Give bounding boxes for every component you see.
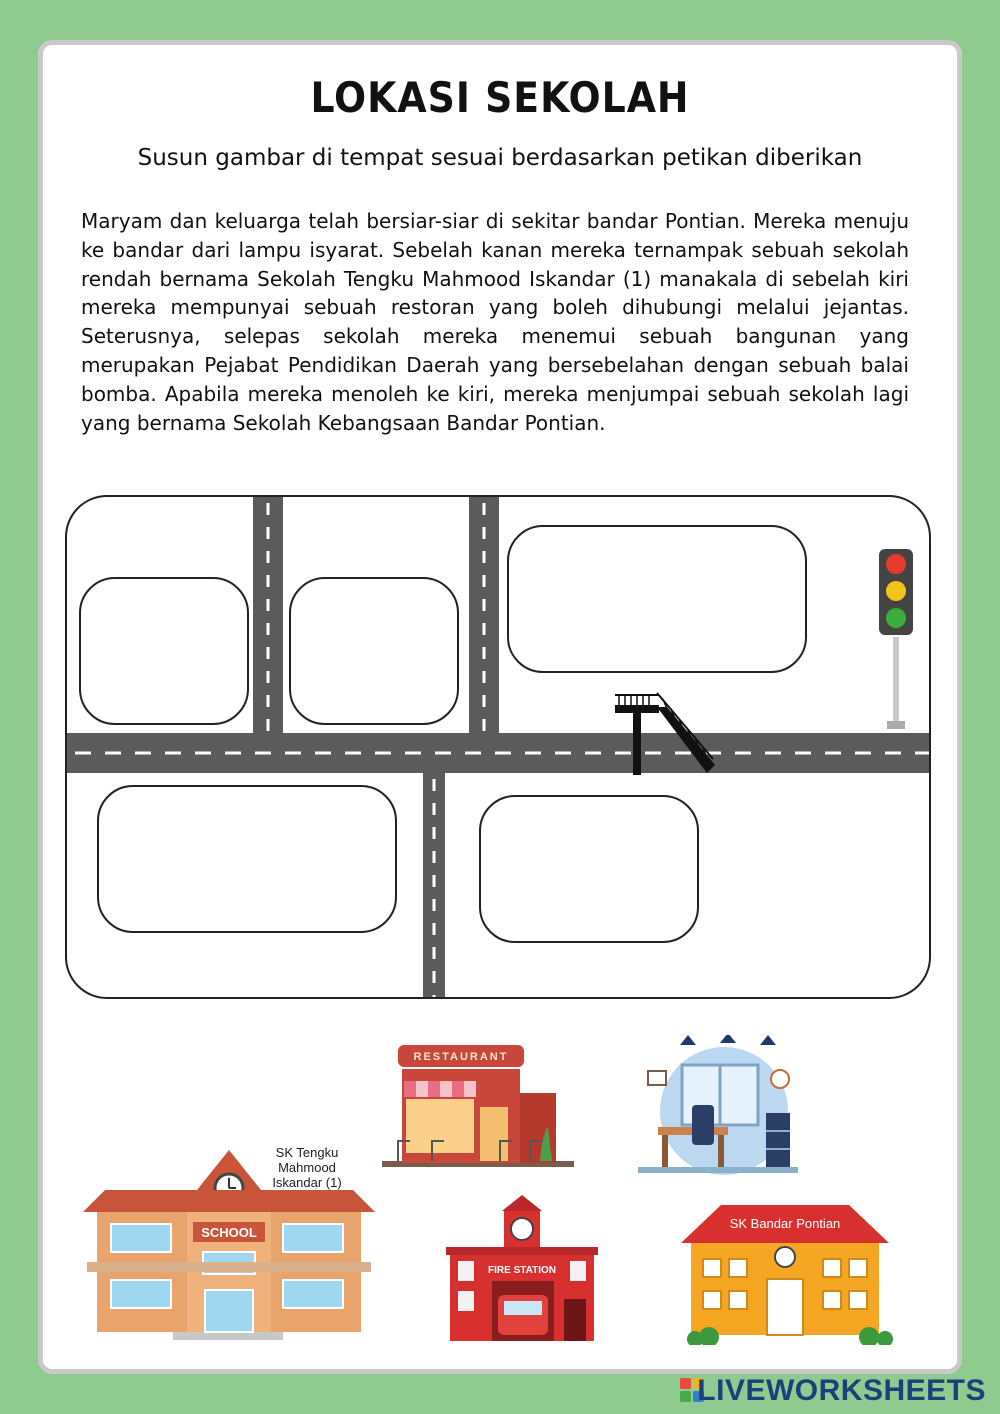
- school-icon: [83, 1150, 375, 1340]
- fire-station-piece[interactable]: [446, 1195, 598, 1343]
- school-icon: [673, 1195, 909, 1345]
- restaurant-piece[interactable]: [380, 1045, 576, 1169]
- street-map: [65, 495, 931, 999]
- drop-slot-2[interactable]: [289, 577, 459, 725]
- svg-text:RESTAURANT: RESTAURANT: [413, 1051, 509, 1063]
- svg-text:FIRE STATION: FIRE STATION: [488, 1265, 556, 1276]
- brand-watermark: LIVEWORKSHEETS: [697, 1374, 986, 1407]
- sk-bandar-pontian-piece[interactable]: [673, 1195, 909, 1345]
- drop-slot-5[interactable]: [479, 795, 699, 943]
- drop-slot-3[interactable]: [507, 525, 807, 673]
- fire-station-icon: [446, 1195, 598, 1343]
- worksheet-page: [38, 40, 962, 1374]
- reading-passage: Maryam dan keluarga telah bersiar-siar di sekitar bandar Pontian. Mereka menuju ke bandar dari lampu isyarat. Sebelah kanan mereka ternampak sebuah sekolah rendah bernama Sekolah Tengku Mahmood Iskandar (1) manakala di sebelah kiri mereka mempunyai sebuah restoran yang boleh dihubungi melalui jejantas. Seterusnya, selepas sekolah mereka menemui sebuah bangunan yang merupakan Pejabat Pendidikan Daerah yang bersebelahan dengan sebuah balai bomba. Apabila mereka menoleh ke kiri, mereka menjumpai sebuah sekolah lagi yang bernama Sekolah Kebangsaan Bandar Pontian.: [81, 209, 909, 435]
- drop-slot-4[interactable]: [97, 785, 397, 933]
- school1-piece[interactable]: [83, 1150, 375, 1340]
- restaurant-icon: [380, 1045, 576, 1169]
- drop-slot-1[interactable]: [79, 577, 249, 725]
- instructions: Susun gambar di tempat sesuai berdasarkan petikan diberikan: [137, 145, 863, 171]
- page-title: LOKASI SEKOLAH: [310, 73, 690, 122]
- svg-text:SK Bandar Pontian: SK Bandar Pontian: [729, 1216, 841, 1231]
- office-icon: [638, 1035, 804, 1175]
- svg-text:SCHOOL: SCHOOL: [201, 1225, 257, 1240]
- education-office-piece[interactable]: [638, 1035, 804, 1175]
- school1-caption: SK Tengku Mahmood Iskandar (1): [272, 1145, 342, 1190]
- traffic-light-icon: [879, 549, 913, 729]
